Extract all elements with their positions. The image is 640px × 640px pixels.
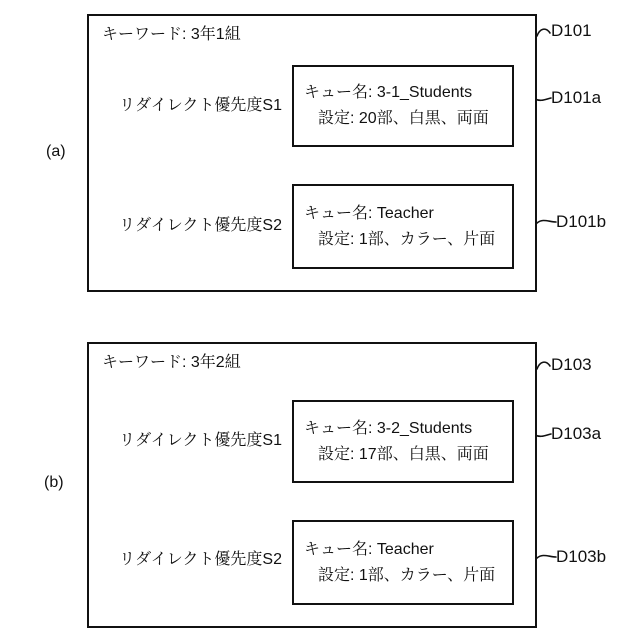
ref-label-d103a: D103a bbox=[551, 424, 602, 443]
queue-settings: 設定: 20部、白黒、両面 bbox=[318, 110, 489, 127]
squiggle-connector-d103 bbox=[537, 362, 550, 369]
queue-name: キュー名: Teacher bbox=[304, 540, 434, 558]
queue-box-s2 bbox=[292, 520, 514, 605]
queue-box-s2 bbox=[292, 184, 514, 269]
redirect-priority-s2-label: リダイレクト優先度S2 bbox=[119, 217, 282, 234]
keyword-label: キーワード: 3年1組 bbox=[102, 26, 241, 43]
queue-name: キュー名: Teacher bbox=[304, 204, 434, 222]
ref-label-d101: D101 bbox=[551, 21, 592, 40]
queue-box-s1 bbox=[292, 65, 514, 147]
ref-label-d101a: D101a bbox=[551, 88, 602, 107]
queue-settings: 設定: 17部、白黒、両面 bbox=[318, 445, 489, 463]
queue-settings: 設定: 1部、カラー、片面 bbox=[318, 230, 496, 248]
ref-label-d103: D103 bbox=[551, 355, 592, 374]
keyword-label: キーワード: 3年2組 bbox=[102, 354, 241, 371]
queue-box-s1 bbox=[292, 400, 514, 483]
panel-tag-b: (b) bbox=[44, 474, 64, 491]
panel-tag-a: (a) bbox=[46, 143, 66, 160]
queue-settings: 設定: 1部、カラー、片面 bbox=[318, 566, 496, 584]
redirect-priority-s2-label: リダイレクト優先度S2 bbox=[119, 551, 282, 568]
queue-name: キュー名: 3-1_Students bbox=[304, 84, 473, 101]
squiggle-connector-d101 bbox=[537, 29, 550, 36]
queue-name: キュー名: 3-2_Students bbox=[304, 419, 473, 437]
ref-label-d101b: D101b bbox=[556, 212, 607, 231]
panel-b bbox=[87, 342, 537, 628]
ref-label-d103b: D103b bbox=[556, 547, 607, 566]
redirect-priority-s1-label: リダイレクト優先度S1 bbox=[119, 97, 282, 114]
redirect-priority-s1-label: リダイレクト優先度S1 bbox=[119, 432, 282, 449]
panel-a bbox=[87, 14, 537, 292]
